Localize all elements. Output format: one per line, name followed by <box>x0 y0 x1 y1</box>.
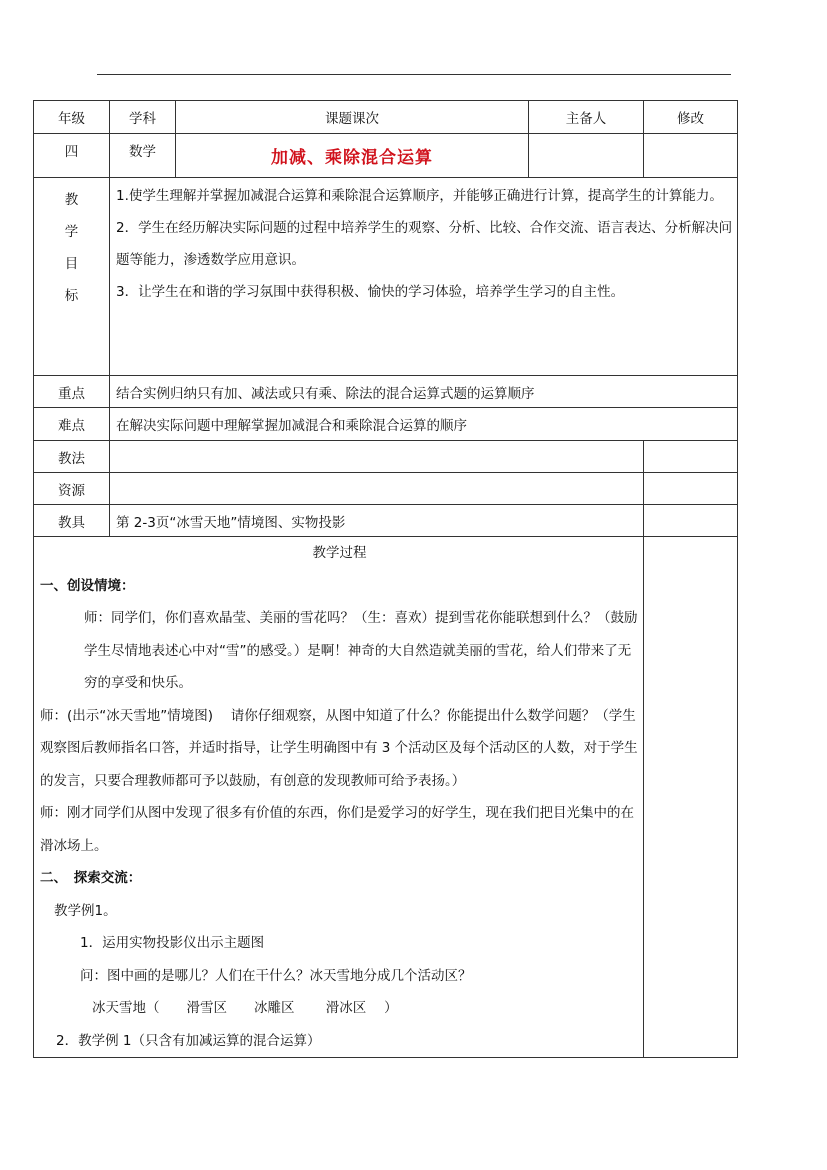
list-item: 冰天雪地（ 滑雪区 冰雕区 滑冰区 ） <box>92 1000 398 1016</box>
section-heading: 一、创设情境： <box>40 577 135 594</box>
list-item: 教学例1。 <box>54 902 117 919</box>
section-heading: 二、 探索交流： <box>40 870 142 886</box>
resource-label: 资源 <box>34 473 110 505</box>
method-label: 教法 <box>34 441 110 473</box>
difficulty-text: 在解决实际问题中理解掌握加减混合和乘除混合运算的顺序 <box>110 408 738 441</box>
revise-value <box>644 134 738 178</box>
goals-label-char: 学 <box>64 224 79 240</box>
key-point-text: 结合实例归纳只有加、减法或只有乘、除法的混合运算式题的运算顺序 <box>110 376 738 408</box>
goals-label-char: 标 <box>64 288 79 304</box>
process-content <box>34 537 644 1058</box>
lesson-plan-table <box>33 100 738 1058</box>
goal-item: 3．让学生在和谐的学习氛围中获得积极、愉快的学习体验，培养学生学习的自主性。 <box>116 284 625 300</box>
list-item: 1．运用实物投影仪出示主题图 <box>80 935 265 951</box>
revise-header: 修改 <box>644 101 738 134</box>
tools-text: 第 2-3页“冰雪天地”情境图、实物投影 <box>110 505 644 537</box>
goal-item: 2．学生在经历解决实际问题的过程中培养学生的观察、分析、比较、合作交流、语言表达、分析解决问题等能力，渗透数学应用意识。 <box>116 220 733 268</box>
list-item: 问：图中画的是哪儿？人们在干什么？冰天雪地分成几个活动区？ <box>80 967 472 984</box>
goals-content <box>110 178 738 376</box>
paragraph: 师：(出示“冰天雪地”情境图) 请你仔细观察，从图中知道了什么？你能提出什么数学问题？（学生观察图后教师指名口答，并适时指导，让学生明确图中有 3 个活动区及每个活动区的人数，对于学生的发言，只要合理教师都可予以鼓励，有创意的发现教师可给予表扬。） <box>40 707 638 789</box>
grade-value: 四 <box>34 134 110 178</box>
tools-revise <box>644 505 738 537</box>
preparer-header: 主备人 <box>529 101 644 134</box>
paragraph: 师：刚才同学们从图中发现了很多有价值的东西，你们是爱学习的好学生，现在我们把目光集中的在滑冰场上。 <box>40 805 634 854</box>
header-rule <box>97 74 731 75</box>
goals-label-char: 目 <box>64 256 79 272</box>
preparer-value <box>529 134 644 178</box>
process-revise <box>644 537 738 1058</box>
lesson-plan <box>33 100 737 1058</box>
grade-header: 年级 <box>34 101 110 134</box>
subject-value: 数学 <box>110 134 176 178</box>
resource-revise <box>644 473 738 505</box>
subject-header: 学科 <box>110 101 176 134</box>
list-item: 2．教学例 1（只含有加减运算的混合运算） <box>56 1032 321 1049</box>
method-value <box>110 441 644 473</box>
goals-label-char: 教 <box>64 192 79 208</box>
lesson-title: 加减、乘除混合运算 <box>176 134 529 178</box>
resource-value <box>110 473 644 505</box>
goals-label <box>34 178 110 376</box>
tools-label: 教具 <box>34 505 110 537</box>
key-point-label: 重点 <box>34 376 110 408</box>
paragraph: 师：同学们，你们喜欢晶莹、美丽的雪花吗？（生：喜欢）提到雪花你能联想到什么？（鼓励学生尽情地表述心中对“雪”的感受。）是啊！神奇的大自然造就美丽的雪花，给人们带来了无穷的享受和快乐。 <box>84 610 638 691</box>
topic-header: 课题课次 <box>176 101 529 134</box>
process-heading: 教学过程 <box>312 545 367 561</box>
goal-item: 1.使学生理解并掌握加减混合运算和乘除混合运算顺序，并能够正确进行计算，提高学生的计算能力。 <box>116 188 723 204</box>
method-revise <box>644 441 738 473</box>
difficulty-label: 难点 <box>34 408 110 441</box>
